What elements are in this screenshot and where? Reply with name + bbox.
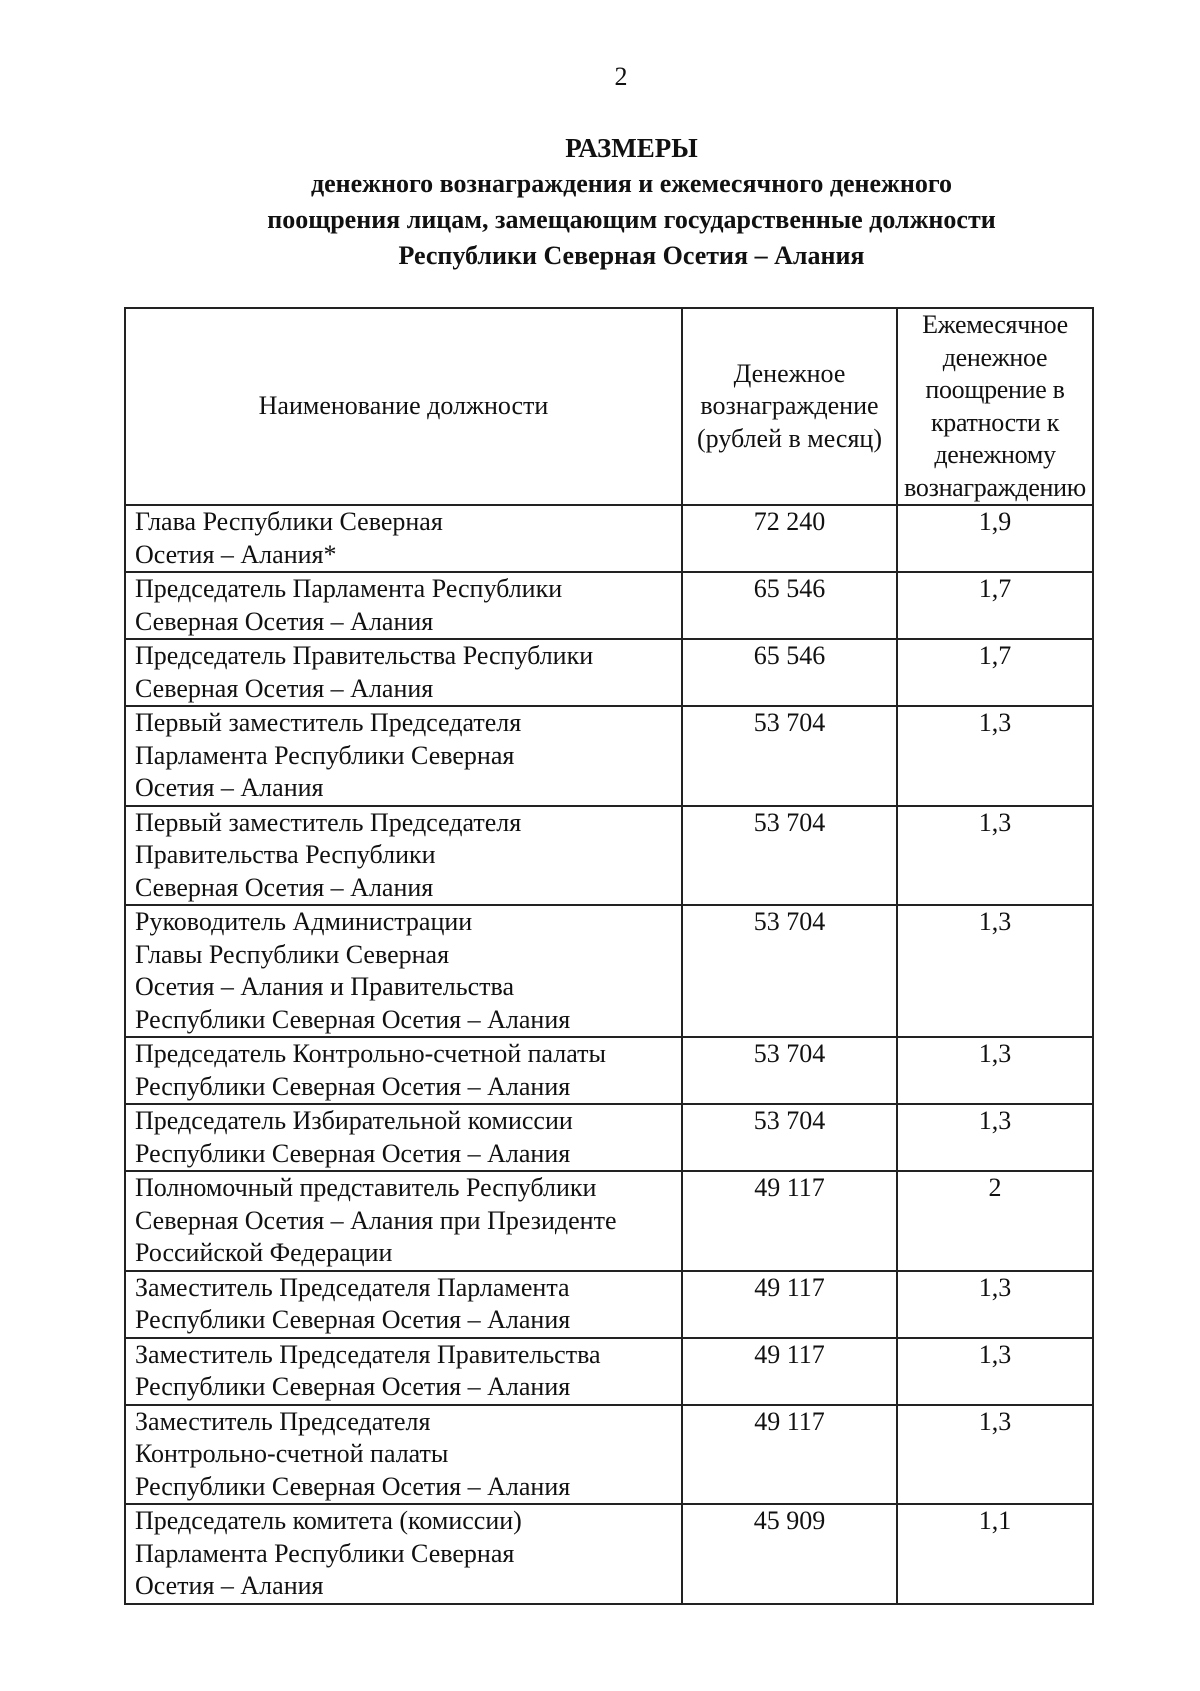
incentive-multiplier-cell: 1,9 xyxy=(897,505,1093,572)
position-name-line: Председатель Избирательной комиссии xyxy=(135,1106,573,1135)
incentive-multiplier-cell: 1,7 xyxy=(897,639,1093,706)
position-name-line: Республики Северная Осетия – Алания xyxy=(135,1305,571,1334)
header-monthly-incentive xyxy=(897,308,1093,505)
position-name-line: Председатель комитета (комиссии) xyxy=(135,1506,522,1535)
position-name-line: Республики Северная Осетия – Алания xyxy=(135,1071,571,1101)
header-line: вознаграждению xyxy=(904,472,1086,502)
position-name-line: Осетия – Алания xyxy=(135,1571,324,1600)
header-position-name: Наименование должности xyxy=(125,308,682,505)
monetary-reward-cell: 53 704 xyxy=(682,905,897,1037)
position-name-cell xyxy=(125,1338,682,1405)
header-line: Денежное xyxy=(733,358,846,388)
position-name-line: Председатель Контрольно-счетной палаты xyxy=(135,1039,606,1068)
header-line: денежное xyxy=(942,342,1048,372)
table-header-row xyxy=(125,308,1093,505)
position-name-cell xyxy=(125,572,682,639)
incentive-multiplier-cell: 1,3 xyxy=(897,905,1093,1037)
position-name-cell xyxy=(125,806,682,906)
position-name-cell xyxy=(125,1104,682,1171)
monetary-reward-cell: 53 704 xyxy=(682,1037,897,1104)
header-line: денежному xyxy=(934,440,1056,469)
position-name-line: Руководитель Администрации xyxy=(135,907,473,936)
position-name-cell xyxy=(125,1037,682,1104)
position-name-line: Председатель Парламента Республики xyxy=(135,574,563,603)
title-heading: РАЗМЕРЫ xyxy=(565,133,698,163)
position-name-cell xyxy=(125,1504,682,1604)
header-line: поощрение в xyxy=(925,375,1065,404)
incentive-multiplier-cell: 1,3 xyxy=(897,1271,1093,1338)
monetary-reward-cell: 49 117 xyxy=(682,1271,897,1338)
monetary-reward-cell: 65 546 xyxy=(682,572,897,639)
position-name-cell xyxy=(125,639,682,706)
position-name-cell xyxy=(125,905,682,1037)
page-number: 2 xyxy=(614,62,628,91)
incentive-multiplier-cell: 1,1 xyxy=(897,1504,1093,1604)
position-name-line: Правительства Республики xyxy=(135,840,436,869)
monetary-reward-cell: 65 546 xyxy=(682,639,897,706)
table-row xyxy=(125,1271,1093,1338)
position-name-line: Контрольно-счетной палаты xyxy=(135,1439,449,1468)
header-line: кратности к xyxy=(930,407,1060,437)
document-title xyxy=(0,130,1200,274)
table-row xyxy=(125,706,1093,806)
position-name-line: Российской Федерации xyxy=(135,1238,393,1267)
incentive-multiplier-cell: 1,3 xyxy=(897,706,1093,806)
monetary-reward-cell: 53 704 xyxy=(682,806,897,906)
position-name-line: Республики Северная Осетия – Алания xyxy=(135,1138,571,1168)
monetary-reward-cell: 49 117 xyxy=(682,1171,897,1271)
incentive-multiplier-cell: 1,7 xyxy=(897,572,1093,639)
monetary-reward-cell: 49 117 xyxy=(682,1405,897,1505)
position-name-cell xyxy=(125,1405,682,1505)
table-row xyxy=(125,505,1093,572)
position-name-line: Северная Осетия – Алания xyxy=(135,673,434,703)
position-name-line: Парламента Республики Северная xyxy=(135,1538,515,1568)
position-name-line: Республики Северная Осетия – Алания xyxy=(135,1471,571,1501)
position-name-cell xyxy=(125,706,682,806)
table-row xyxy=(125,1504,1093,1604)
header-monetary-reward xyxy=(682,308,897,505)
position-name-line: Заместитель Председателя Правительства xyxy=(135,1339,601,1369)
position-name-line: Председатель Правительства Республики xyxy=(135,641,594,670)
incentive-multiplier-cell: 1,3 xyxy=(897,1037,1093,1104)
position-name-line: Парламента Республики Северная xyxy=(135,740,515,770)
position-name-line: Осетия – Алания* xyxy=(135,539,337,569)
incentive-multiplier-cell: 1,3 xyxy=(897,1405,1093,1505)
incentive-multiplier-cell: 1,3 xyxy=(897,806,1093,906)
monetary-reward-cell: 53 704 xyxy=(682,706,897,806)
position-name-line: Первый заместитель Председателя xyxy=(135,708,522,737)
table-row xyxy=(125,1405,1093,1505)
table-row xyxy=(125,639,1093,706)
table-row xyxy=(125,572,1093,639)
position-name-cell xyxy=(125,1171,682,1271)
position-name-line: Полномочный представитель Республики xyxy=(135,1173,597,1202)
position-name-line: Заместитель Председателя xyxy=(135,1406,431,1436)
monetary-reward-cell: 53 704 xyxy=(682,1104,897,1171)
position-name-line: Северная Осетия – Алания xyxy=(135,606,434,636)
header-line: (рублей в месяц) xyxy=(697,423,882,453)
position-name-cell xyxy=(125,505,682,572)
table-row xyxy=(125,1171,1093,1271)
table-body xyxy=(125,505,1093,1604)
table-row xyxy=(125,905,1093,1037)
position-name-line: Главы Республики Северная xyxy=(135,939,450,969)
table-row xyxy=(125,806,1093,906)
title-line-3: поощрения лицам, замещающим государственные должности xyxy=(267,205,996,234)
position-name-cell xyxy=(125,1271,682,1338)
title-line-4: Республики Северная Осетия – Алания xyxy=(398,241,865,270)
monetary-reward-cell: 72 240 xyxy=(682,505,897,572)
position-name-line: Осетия – Алания xyxy=(135,773,324,802)
position-name-line: Первый заместитель Председателя xyxy=(135,807,522,837)
header-line: Ежемесячное xyxy=(922,310,1068,339)
position-name-line: Глава Республики Северная xyxy=(135,507,443,536)
incentive-multiplier-cell: 2 xyxy=(897,1171,1093,1271)
position-name-line: Северная Осетия – Алания при Президенте xyxy=(135,1205,617,1235)
incentive-multiplier-cell: 1,3 xyxy=(897,1104,1093,1171)
header-line: вознаграждение xyxy=(700,391,879,421)
remuneration-table xyxy=(124,307,1094,1605)
table-row xyxy=(125,1037,1093,1104)
table-row xyxy=(125,1338,1093,1405)
title-line-2: денежного вознаграждения и ежемесячного денежного xyxy=(310,169,953,198)
table-row xyxy=(125,1104,1093,1171)
position-name-line: Заместитель Председателя Парламента xyxy=(135,1272,570,1302)
monetary-reward-cell: 45 909 xyxy=(682,1504,897,1604)
position-name-line: Осетия – Алания и Правительства xyxy=(135,972,515,1001)
position-name-line: Республики Северная Осетия – Алания xyxy=(135,1372,571,1401)
position-name-line: Республики Северная Осетия – Алания xyxy=(135,1004,571,1034)
monetary-reward-cell: 49 117 xyxy=(682,1338,897,1405)
position-name-line: Северная Осетия – Алания xyxy=(135,872,434,902)
incentive-multiplier-cell: 1,3 xyxy=(897,1338,1093,1405)
